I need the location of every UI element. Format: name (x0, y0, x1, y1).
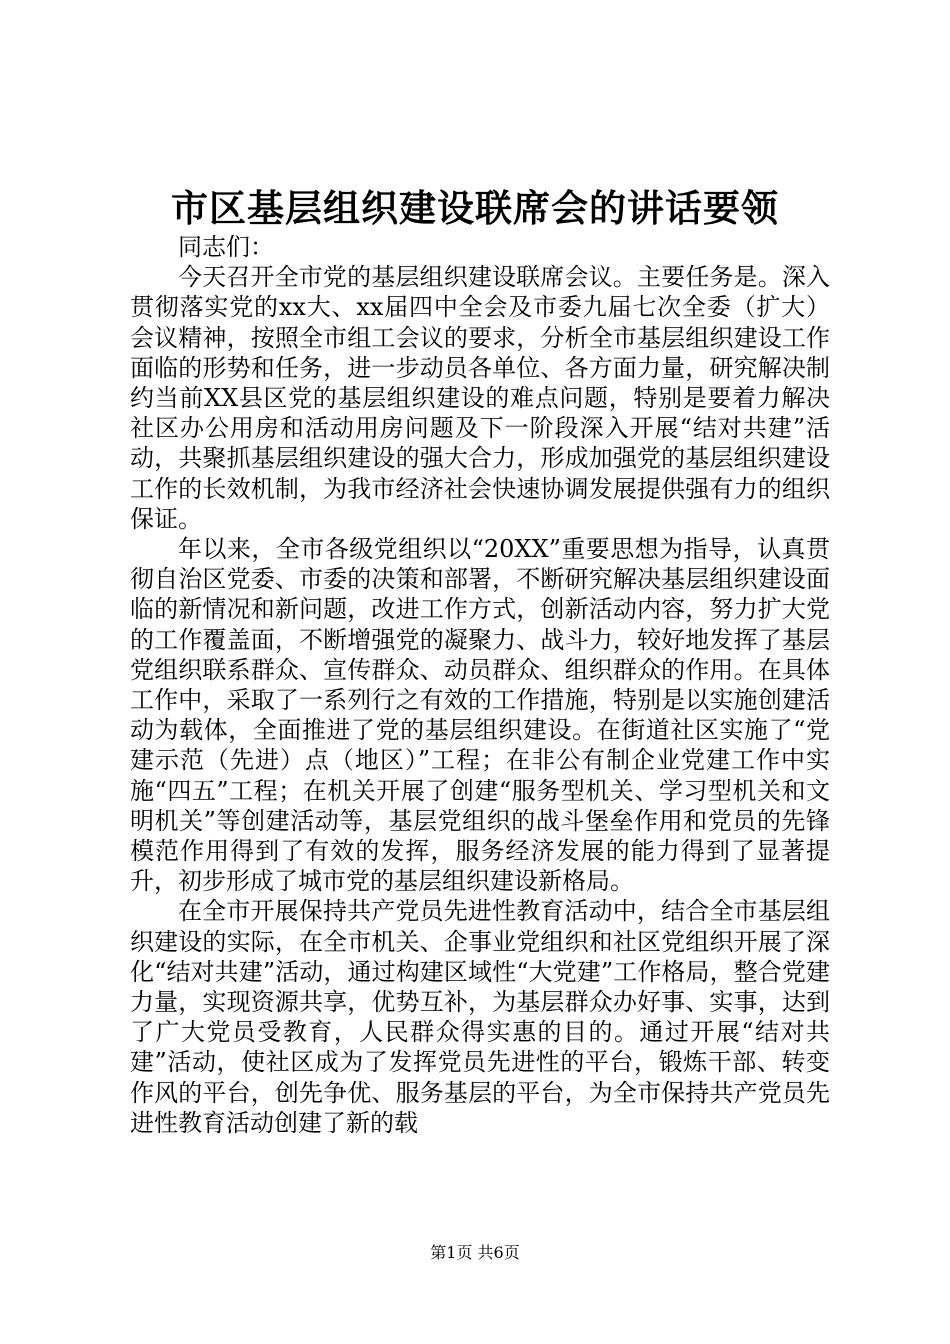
paragraph-2: 年以来，全市各级党组织以“20XX”重要思想为指导，认真贯彻自治区党委、市委的决策和部署，不断研究解决基层组织建设面临的新情况和新问题，改进工作方式，创新活动内容，努力扩大党的工作覆盖面，不断增强党的凝聚力、战斗力，较好地发挥了基层党组织联系群众、宣传群众、动员群众、组织群众的作用。在具体工作中，采取了一系列行之有效的工作措施，特别是以实施创建活动为载体，全面推进了党的基层组织建设。在街道社区实施了“党建示范（先进）点（地区）”工程；在非公有制企业党建工作中实施“四五”工程；在机关开展了创建“服务型机关、学习型机关和文明机关”等创建活动等，基层党组织的战斗堡垒作用和党员的先锋模范作用得到了有效的发挥，服务经济发展的能力得到了显著提升，初步形成了城市党的基层组织建设新格局。 (130, 535, 830, 896)
paragraph-3: 在全市开展保持共产党员先进性教育活动中，结合全市基层组织建设的实际，在全市机关、企事业党组织和社区党组织开展了深化“结对共建”活动，通过构建区域性“大党建”工作格局，整合党建力量，实现资源共享，优势互补，为基层群众办好事、实事，达到了广大党员受教育，人民群众得实惠的目的。通过开展“结对共建”活动，使社区成为了发挥党员先进性的平台，锻炼干部、转变作风的平台，创先争优、服务基层的平台，为全市保持共产党员先进性教育活动创建了新的载 (130, 897, 830, 1137)
document-title: 市区基层组织建设联席会的讲话要领 (171, 186, 779, 230)
page-number-footer: 第1页 共6页 (430, 1243, 520, 1262)
paragraph-1: 今天召开全市党的基层组织建设联席会议。主要任务是。深入贯彻落实党的xx大、xx届四中全会及市委九届七次全委（扩大）会议精神，按照全市组工会议的要求，分析全市基层组织建设工作面临的形势和任务，进一步动员各单位、各方面力量，研究解决制约当前XX县区党的基层组织建设的难点问题，特别是要着力解决社区办公用房和活动用房问题及下一阶段深入开展“结对共建”活动，共聚抓基层组织建设的强大合力，形成加强党的基层组织建设工作的长效机制，为我市经济社会快速协调发展提供强有力的组织保证。 (130, 263, 830, 533)
document-body (130, 232, 830, 1138)
salutation: 同志们： (178, 233, 274, 261)
